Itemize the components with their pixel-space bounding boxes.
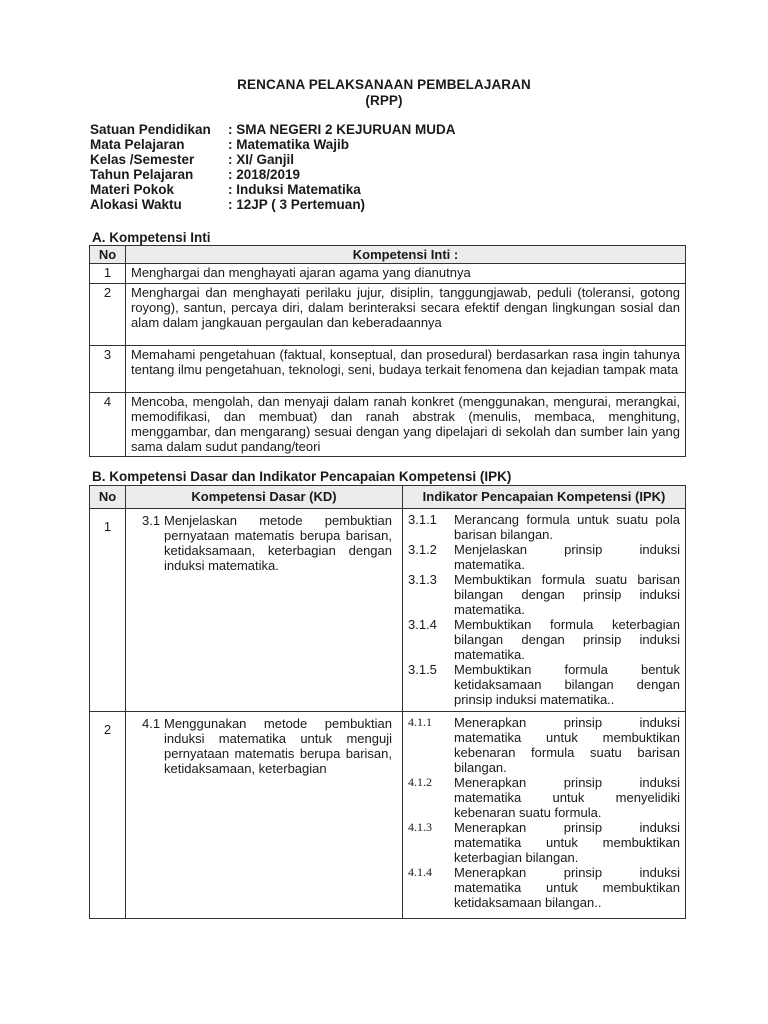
ipk-text: Menerapkan prinsip induksi matematika untuk membuktikan keterbagian bilangan. [454,820,680,865]
ipk-number: 4.1.2 [408,775,432,789]
ipk-number: 3.1.2 [408,542,437,557]
kd-cell [126,712,403,919]
ipk-item [408,820,680,865]
info-label: Kelas /Semester [90,152,195,167]
ipk-item [408,775,680,820]
ipk-number: 4.1.4 [408,865,432,879]
row-number: 1 [90,264,126,284]
kd-cell [126,509,403,712]
section-b-heading: B. Kompetensi Dasar dan Indikator Pencapaian Kompetensi (IPK) [92,469,512,484]
info-value: : 2018/2019 [228,167,301,182]
info-label: Alokasi Waktu [90,197,182,212]
row-text: Menghargai dan menghayati perilaku jujur, disiplin, tanggungjawab, peduli (toleransi, gotong royong), santun, percaya diri, dalam berinteraksi secara efektif dengan lingkungan sosial dan alam dalam jangkauan pergaulan dan keberadaannya [126,284,686,346]
table-row [90,393,686,457]
ipk-item [408,617,680,662]
ipk-number: 3.1.5 [408,662,437,677]
ipk-item [408,662,680,707]
ipk-text: Menerapkan prinsip induksi matematika untuk menyelidiki kebenaran suatu formula. [454,775,680,820]
info-value: : Matematika Wajib [228,137,350,152]
row-text: Mencoba, mengolah, dan menyaji dalam ranah konkret (menggunakan, mengurai, merangkai, memodifikasi, dan membuat) dan ranah abstrak (menulis, membaca, menghitung, menggambar, dan mengarang) sesuai dengan yang dipelajari di sekolah dan sumber lain yang sama dalam sudut pandang/teori [126,393,686,457]
kd-text: Menggunakan metode pembuktian induksi matematika untuk menguji pernyataan matematis berupa barisan, ketidaksamaan, keterbagian [164,716,392,776]
ipk-text: Membuktikan formula keterbagian bilangan dengan prinsip induksi matematika. [454,617,680,662]
row-text: Memahami pengetahuan (faktual, konseptual, dan prosedural) berdasarkan rasa ingin tahunya tentang ilmu pengetahuan, teknologi, seni, budaya terkait fenomena dan kejadian tampak mata [126,346,686,393]
kompetensi-dasar-table [89,485,686,919]
column-header-ki: Kompetensi Inti : [126,246,686,264]
ipk-text: Merancang formula untuk suatu pola barisan bilangan. [454,512,680,542]
ipk-text: Menerapkan prinsip induksi matematika untuk membuktikan kebenaran formula suatu barisan bilangan. [454,715,680,775]
info-label: Satuan Pendidikan [90,122,211,137]
ipk-item [408,572,680,617]
info-value: : XI/ Ganjil [228,152,295,167]
section-a-heading: A. Kompetensi Inti [92,230,211,245]
table-row [90,264,686,284]
column-header-no: No [90,486,126,509]
info-row [90,182,456,197]
ipk-text: Membuktikan formula bentuk ketidaksamaan bilangan dengan prinsip induksi matematika.. [454,662,680,707]
info-row [90,122,456,137]
ipk-number: 4.1.3 [408,820,432,834]
table-header-row [90,486,686,509]
column-header-ipk: Indikator Pencapaian Kompetensi (IPK) [403,486,686,509]
document-title: RENCANA PELAKSANAAN PEMBELAJARAN [237,77,531,92]
ipk-text: Menerapkan prinsip induksi matematika untuk membuktikan ketidaksamaan bilangan.. [454,865,680,910]
info-value: : Induksi Matematika [228,182,361,197]
table-row [90,346,686,393]
ipk-text: Menjelaskan prinsip induksi matematika. [454,542,680,572]
ipk-number: 3.1.1 [408,512,437,527]
ipk-number: 3.1.4 [408,617,437,632]
info-row [90,167,456,182]
column-header-kd: Kompetensi Dasar (KD) [126,486,403,509]
info-label: Tahun Pelajaran [90,167,194,182]
row-number: 1 [90,509,126,712]
kompetensi-inti-table [89,245,686,457]
ipk-cell [403,712,686,919]
ipk-text: Membuktikan formula suatu barisan bilangan dengan prinsip induksi matematika. [454,572,680,617]
kd-text: Menjelaskan metode pembuktian pernyataan matematis berupa barisan, ketidaksamaan, keterbagian dengan induksi matematika. [164,513,392,573]
table-row [90,509,686,712]
info-value: : SMA NEGERI 2 KEJURUAN MUDA [228,122,456,137]
info-block [90,122,456,212]
info-row [90,197,456,212]
info-row [90,152,456,167]
row-number: 3 [90,346,126,393]
row-number: 2 [90,284,126,346]
ipk-item [408,865,680,910]
table-row [90,284,686,346]
column-header-no: No [90,246,126,264]
ipk-item [408,542,680,572]
row-text: Menghargai dan menghayati ajaran agama yang dianutnya [126,264,686,284]
document-subtitle: (RPP) [365,93,403,108]
kd-number: 4.1 [142,716,161,731]
info-label: Materi Pokok [90,182,175,197]
ipk-item [408,512,680,542]
info-value: : 12JP ( 3 Pertemuan) [228,197,366,212]
table-row [90,712,686,919]
ipk-item [408,715,680,775]
ipk-number: 4.1.1 [408,715,432,729]
row-number: 2 [90,712,126,919]
info-label: Mata Pelajaran [90,137,185,152]
ipk-number: 3.1.3 [408,572,437,587]
row-number: 4 [90,393,126,457]
kd-number: 3.1 [142,513,161,528]
info-row [90,137,456,152]
table-header-row [90,246,686,264]
ipk-cell [403,509,686,712]
